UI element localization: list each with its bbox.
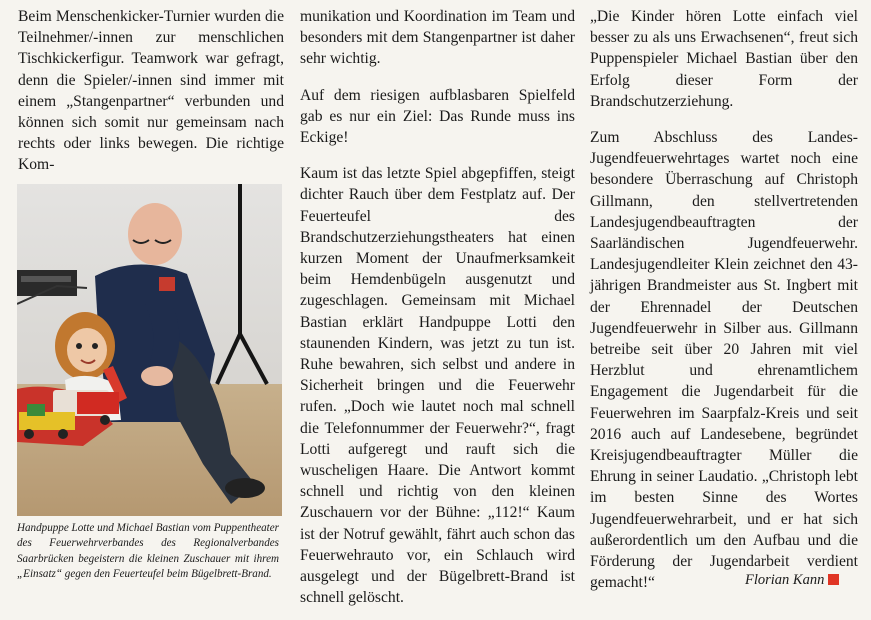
end-mark-icon — [828, 574, 839, 585]
article-paragraph: Kaum ist das letzte Spiel abgepfiffen, steigt dichter Rauch über dem Festplatz auf. Der Feuerteufel des Brandschutzerziehungstheaters hat einen kurzen Moment der Unaufmerksamkeit beim Hemdenbügeln ausgenutzt und zugeschlagen. Gemeinsam mit Michael Bastian erklärt Handpuppe Lotti den staunenden Kindern, was jetzt zu tun ist. Ruhe bewahren, sich selbst und andere in Sicherheit bringen und die Feuerwehr rufen. „Doch wie lautet noch mal schnell die Telefonnummer der Feuerwehr?“, fragt Lotti aufgeregt und rauft sich die wuscheligen Haare. Die Antwort kommt schnell und richtig von den kleinen Zuschauern vor der Bühne: „112!“ Kaum ist der Notruf gewählt, fährt auch schon das Feuerwehrauto vor, ein Schlauch wird ausgelegt und der Bügelbrett-Brand ist schnell gelöscht. — [300, 165, 575, 607]
article-paragraph: Auf dem riesigen aufblasbaren Spielfeld gab es nur ein Ziel: Das Runde muss ins Eckige! — [300, 86, 575, 147]
article-paragraph: Beim Menschenkicker-Turnier wurden die Teilnehmer/-innen zur menschlichen Tischkickerfigur. Teamwork war gefragt, denn die Spieler/-innen sind immer mit einem „Stangenpartner“ verbunden und können sich somit nur gemeinsam nach rechts oder links bewegen. Die richtige Kom- — [18, 8, 284, 174]
author-name: Florian Kann — [745, 572, 825, 588]
article-paragraph: Zum Abschluss des Landes-Jugendfeuerwehrtages wartet noch eine besondere Überraschung auf Christoph Gillmann, den stellvertretenden Landesjugendbeauftragten der Saarländischen Jugendfeuerwehr. Landesjugendleiter Klein zeichnet den 43-jährigen Brandmeister aus St. Ingbert mit der Ehrennadel der Deutschen Jugendfeuerwehr in Silber aus. Gillmann betreibe seit über 20 Jahren mit viel Herzblut und ehrenamtlichem Engagement die Jugendarbeit für die Feuerwehren im Saarpfalz-Kreis und seit 2016 auch auf Landesebene, begründet Kreisjugendbeauftragter Müller die Ehrung in seiner Laudatio. „Christoph lebt im besten Sinne des Wortes Jugendfeuerwehrarbeit, und er hat sich außerordentlich um den Aufbau und die Förderung der Jugendarbeit verdient gemacht!“ — [590, 129, 858, 592]
column-1 — [18, 6, 284, 176]
author-signature — [745, 572, 839, 589]
photo-caption: Handpuppe Lotte und Michael Bastian vom Puppentheater des Feuerwehrverbandes des Regionalverbandes Saarbrücken begeistern die kleinen Zuschauer mit ihrem „Einsatz“ gegen den Feuerteufel beim Bügelbrett-Brand. — [17, 522, 279, 581]
column-2 — [300, 6, 575, 608]
article-paragraph: „Die Kinder hören Lotte einfach viel besser zu als uns Erwachsenen“, freut sich Puppenspieler Michael Bastian über den Erfolg dieser Form der Brandschutzerziehung. — [590, 8, 858, 110]
column-3 — [590, 6, 858, 593]
puppet-theater-photo — [17, 184, 282, 516]
article-photo — [17, 184, 282, 516]
article-paragraph: munikation und Koordination im Team und besonders mit dem Stangenpartner ist daher sehr wichtig. — [300, 8, 575, 68]
